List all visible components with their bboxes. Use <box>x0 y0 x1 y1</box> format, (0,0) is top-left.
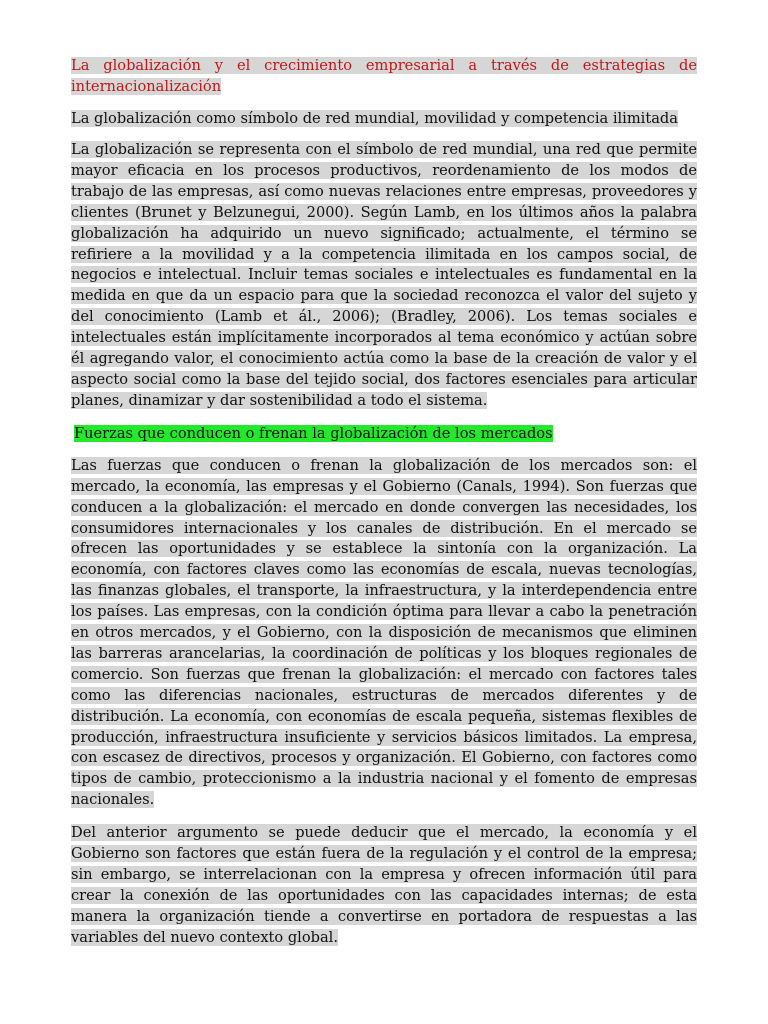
document-title-text: La globalización y el crecimiento empresarial a través de estrategias de internacionalización <box>71 57 697 95</box>
paragraph-globalizacion <box>71 140 697 412</box>
section-heading-globalizacion-text: La globalización como símbolo de red mundial, movilidad y competencia ilimitada <box>71 110 678 127</box>
paragraph-conclusion-text: Del anterior argumento se puede deducir que el mercado, la economía y el Gobierno son factores que están fuera de la regulación y el control de la empresa; sin embargo, se interrelacionan con la empresa y ofrecen información útil para crear la conexión de las oportunidades con las capacidades internas; de esta manera la organización tiende a convertirse en portadora de respuestas a las variables del nuevo contexto global. <box>71 824 697 946</box>
section-heading-fuerzas <box>71 423 697 444</box>
paragraph-conclusion <box>71 823 697 948</box>
paragraph-globalizacion-text: La globalización se representa con el símbolo de red mundial, una red que permite mayor eficacia en los procesos productivos, reordenamiento de los modos de trabajo de las empresas, así como nuevas relaciones entre empresas, proveedores y clientes (Brunet y Belzunegui, 2000). Según Lamb, en los últimos años la palabra globalización ha adquirido un nuevo significado; actualmente, el término se refiriere a la movilidad y a la competencia ilimitada en los campos social, de negocios e intelectual. Incluir temas sociales e intelectuales es fundamental en la medida en que da un espacio para que la sociedad reconozca el valor del sujeto y del conocimiento (Lamb et ál., 2006); (Bradley, 2006). Los temas sociales e intelectuales están implícitamente incorporados al tema económico y actúan sobre él agregando valor, el conocimiento actúa como la base de la creación de valor y el aspecto social como la base del tejido social, dos factores esenciales para articular planes, dinamizar y dar sostenibilidad a todo el sistema. <box>71 141 697 409</box>
section-heading-fuerzas-text: Fuerzas que conducen o frenan la globalización de los mercados <box>74 424 553 442</box>
paragraph-fuerzas <box>71 456 697 811</box>
section-heading-globalizacion <box>71 108 697 129</box>
document-title <box>71 55 697 97</box>
paragraph-fuerzas-text: Las fuerzas que conducen o frenan la globalización de los mercados son: el mercado, la economía, las empresas y el Gobierno (Canals, 1994). Son fuerzas que conducen a la globalización: el mercado en donde convergen las necesidades, los consumidores internacionales y los canales de distribución. En el mercado se ofrecen las oportunidades y se establece la sintonía con la organización. La economía, con factores claves como las economías de escala, nuevas tecnologías, las finanzas globales, el transporte, la infraestructura, y la interdependencia entre los países. Las empresas, con la condición óptima para llevar a cabo la penetración en otros mercados, y el Gobierno, con la disposición de mecanismos que eliminen las barreras arancelarias, la coordinación de políticas y los bloques regionales de comercio. Son fuerzas que frenan la globalización: el mercado con factores tales como las diferencias nacionales, estructuras de mercados diferentes y de distribución. La economía, con economías de escala pequeña, sistemas flexibles de producción, infraestructura insuficiente y servicios básicos limitados. La empresa, con escasez de directivos, procesos y organización. El Gobierno, con factores como tipos de cambio, proteccionismo a la industria nacional y el fomento de empresas nacionales. <box>71 456 697 809</box>
